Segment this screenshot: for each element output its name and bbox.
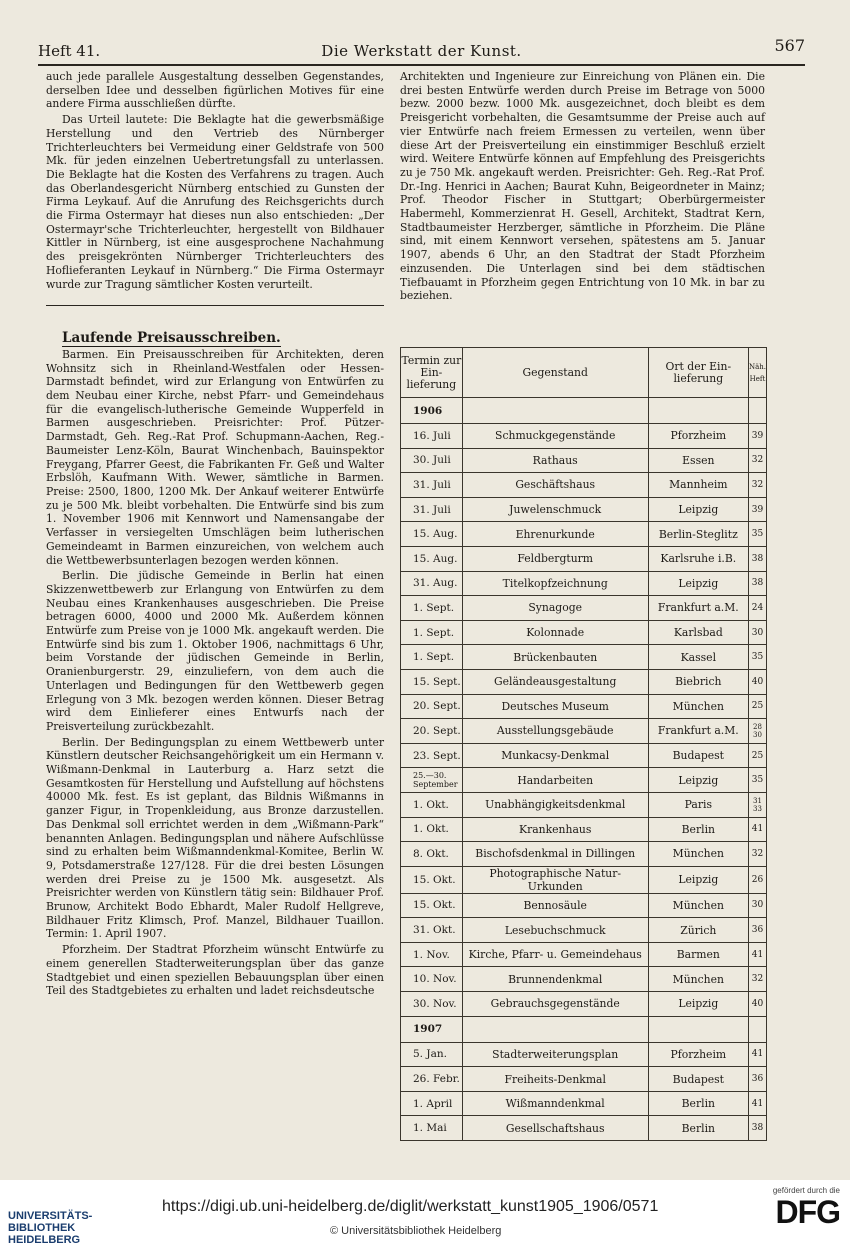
header-termin: Termin zur Ein-lieferung <box>401 348 463 398</box>
heft-cell: 41 <box>748 942 766 967</box>
gegenstand-cell: Feldbergturm <box>462 546 648 571</box>
heft-cell: 35 <box>748 522 766 547</box>
table-row <box>401 719 767 744</box>
year-row <box>401 398 767 424</box>
termin-cell: 31. Juli <box>401 497 463 522</box>
ort-cell: Leipzig <box>648 571 748 596</box>
heft-cell: 25 <box>748 694 766 719</box>
empty-cell <box>648 398 748 424</box>
heft-cell: 38 <box>748 1116 766 1141</box>
termin-cell: 1. Sept. <box>401 596 463 621</box>
heft-cell: 35 <box>748 768 766 793</box>
gegenstand-cell: Geländeausgestaltung <box>462 669 648 694</box>
heft-cell: 40 <box>748 992 766 1017</box>
gegenstand-cell: Unabhängigkeitsdenkmal <box>462 792 648 817</box>
heft-cell: 26 <box>748 866 766 893</box>
termin-cell: 15. Okt. <box>401 893 463 918</box>
year-label: 1906 <box>401 398 463 424</box>
ort-cell: München <box>648 842 748 867</box>
header-gegenstand: Gegenstand <box>462 348 648 398</box>
table-row <box>401 546 767 571</box>
header-rule <box>38 64 805 66</box>
table-row <box>401 571 767 596</box>
termin-cell: 1. Nov. <box>401 942 463 967</box>
ort-cell: Kassel <box>648 645 748 670</box>
funded-by: gefördert durch die <box>772 1186 840 1195</box>
heft-cell: 32 <box>748 842 766 867</box>
paragraph: Das Urteil lautete: Die Beklagte hat die gewerbsmäßige Herstellung und den Vertrieb des Nürnberger Trichterleuchters bei Vermeidung einer Geldstrafe von 500 Mk. für jeden einzelnen Uebertretungsfall zu unterlassen. Die Beklagte hat die Kosten des Verfahrens zu tragen. Auch das Oberlandesgericht Nürnberg entschied zu Gunsten der Firma Leykauf. Auf die Anrufung des Reichsgerichts durch die Firma Ostermayr hat dieses nun also entschieden: „Der Ostermayr'sche Trichterleuchter, hergestellt von Bildhauer Kittler in Nürnberg, ist eine ausgesprochene Nachahmung des preisgekrönten Nürnberger Trichterleuchters des Hoflieferanten Leykauf in Nürnberg.“ Die Firma Ostermayr wurde zur Tragung sämtlicher Kosten verurteilt. <box>46 113 384 291</box>
ort-cell: Zürich <box>648 918 748 943</box>
heft-cell: 32 <box>748 967 766 992</box>
gegenstand-cell: Handarbeiten <box>462 768 648 793</box>
gegenstand-cell: Brückenbauten <box>462 645 648 670</box>
gegenstand-cell: Brunnendenkmal <box>462 967 648 992</box>
table-row <box>401 620 767 645</box>
footer-bar <box>0 1180 850 1250</box>
gegenstand-cell: Juwelenschmuck <box>462 497 648 522</box>
table-row <box>401 842 767 867</box>
gegenstand-cell: Schmuckgegenstände <box>462 424 648 449</box>
heft-cell: 30 <box>748 893 766 918</box>
empty-cell <box>748 1016 766 1042</box>
termin-cell: 15. Aug. <box>401 546 463 571</box>
table-row <box>401 942 767 967</box>
table-row <box>401 893 767 918</box>
heft-cell: 38 <box>748 546 766 571</box>
heft-cell: 28 30 <box>748 719 766 744</box>
ort-cell: Frankfurt a.M. <box>648 719 748 744</box>
source-url[interactable]: https://digi.ub.uni-heidelberg.de/diglit/werkstatt_kunst1905_1906/0571 <box>162 1198 659 1215</box>
termin-cell: 30. Nov. <box>401 992 463 1017</box>
termin-cell: 8. Okt. <box>401 842 463 867</box>
dfg-wordmark: DFG <box>775 1194 840 1230</box>
ort-cell: Karlsruhe i.B. <box>648 546 748 571</box>
gegenstand-cell: Munkacsy-Denkmal <box>462 743 648 768</box>
paragraph: Architekten und Ingenieure zur Einreichung von Plänen ein. Die drei besten Entwürfe werden durch Preise im Betrage von 5000 bezw. 2000 bezw. 1000 Mk. ausgezeichnet, doch bleibt es dem Preisgericht vorbehalten, die Gesamtsumme der Preise auch auf vier Entwürfe nach freiem Ermessen zu verteilen, wenn über diese Art der Preisverteilung ein einstimmiger Beschluß erzielt wird. Weitere Entwürfe können auf Empfehlung des Preisgerichts zu je 750 Mk. angekauft werden. Preisrichter: Geh. Reg.-Rat Prof. Dr.-Ing. Henrici in Aachen; Baurat Kuhn, Beigeordneter in Mainz; Prof. Theodor Fischer in Stuttgart; Oberbürgermeister Habermehl, Kommerzienrat H. Gesell, Architekt, Stadtrat Kern, Stadtbaumeister Herzberger, sämtliche in Pforzheim. Die Pläne sind, mit einem Kennwort versehen, spätestens am 5. Januar 1907, abends 6 Uhr, an den Stadtrat der Stadt Pforzheim einzusenden. Die Unterlagen sind bei dem städtischen Tiefbauamt in Pforzheim gegen Entrichtung von 10 Mk. in bar zu beziehen. <box>400 70 765 303</box>
gegenstand-cell: Bischofsdenkmal in Dillingen <box>462 842 648 867</box>
gegenstand-cell: Ausstellungsgebäude <box>462 719 648 744</box>
table-row <box>401 817 767 842</box>
termin-cell: 31. Aug. <box>401 571 463 596</box>
right-column-text <box>400 70 765 305</box>
heft-cell: 39 <box>748 424 766 449</box>
ort-cell: Paris <box>648 792 748 817</box>
table-row <box>401 918 767 943</box>
ort-cell: Berlin <box>648 1116 748 1141</box>
heft-cell: 41 <box>748 1042 766 1067</box>
dfg-logo <box>750 1186 840 1229</box>
table-row <box>401 424 767 449</box>
table-row <box>401 792 767 817</box>
table-row <box>401 669 767 694</box>
ort-cell: Essen <box>648 448 748 473</box>
heft-cell: 41 <box>748 1091 766 1116</box>
termin-cell: 15. Sept. <box>401 669 463 694</box>
empty-cell <box>462 1016 648 1042</box>
termin-cell: 26. Febr. <box>401 1067 463 1092</box>
ort-cell: Leipzig <box>648 768 748 793</box>
gegenstand-cell: Stadterweiterungsplan <box>462 1042 648 1067</box>
termin-cell: 25.—30. September <box>401 768 463 793</box>
section-title-text: Laufende Preisausschreiben. <box>62 330 281 347</box>
table-row <box>401 866 767 893</box>
table-row <box>401 967 767 992</box>
paragraph: auch jede parallele Ausgestaltung desselben Gegenstandes, derselben Idee und desselben figürlichen Motives für eine andere Firma ausschließen dürfte. <box>46 70 384 111</box>
termin-cell: 1. Sept. <box>401 645 463 670</box>
ort-cell: Leipzig <box>648 497 748 522</box>
gegenstand-cell: Titelkopfzeichnung <box>462 571 648 596</box>
table-row <box>401 743 767 768</box>
ort-cell: Pforzheim <box>648 424 748 449</box>
year-label: 1907 <box>401 1016 463 1042</box>
copyright: © Universitätsbibliothek Heidelberg <box>330 1225 502 1237</box>
heft-cell: 40 <box>748 669 766 694</box>
termin-cell: 1. Okt. <box>401 792 463 817</box>
running-header <box>38 36 805 64</box>
termin-cell: 10. Nov. <box>401 967 463 992</box>
year-row <box>401 1016 767 1042</box>
termin-cell: 16. Juli <box>401 424 463 449</box>
termin-cell: 20. Sept. <box>401 694 463 719</box>
gegenstand-cell: Deutsches Museum <box>462 694 648 719</box>
gegenstand-cell: Rathaus <box>462 448 648 473</box>
heft-cell: 36 <box>748 1067 766 1092</box>
table-row <box>401 1091 767 1116</box>
gegenstand-cell: Bennosäule <box>462 893 648 918</box>
paragraph: Pforzheim. Der Stadtrat Pforzheim wünscht Entwürfe zu einem generellen Stadterweiterungsplan über das ganze Stadtgebiet und einen speziellen Bebauungsplan über einen Teil des Stadtgebietes zu erhalten und ladet reichsdeutsche <box>46 943 384 998</box>
gegenstand-cell: Krankenhaus <box>462 817 648 842</box>
termin-cell: 31. Juli <box>401 473 463 498</box>
ort-cell: München <box>648 694 748 719</box>
journal-title: Die Werkstatt der Kunst. <box>321 42 522 60</box>
termin-cell: 20. Sept. <box>401 719 463 744</box>
heft-cell: 32 <box>748 448 766 473</box>
issue-number: Heft 41. <box>38 42 101 60</box>
table-row <box>401 768 767 793</box>
heft-cell: 24 <box>748 596 766 621</box>
heft-cell: 39 <box>748 497 766 522</box>
ort-cell: Leipzig <box>648 866 748 893</box>
table-row <box>401 1042 767 1067</box>
table-row <box>401 1067 767 1092</box>
empty-cell <box>462 398 648 424</box>
heft-cell: 25 <box>748 743 766 768</box>
table-row <box>401 596 767 621</box>
gegenstand-cell: Synagoge <box>462 596 648 621</box>
gegenstand-cell: Gesellschaftshaus <box>462 1116 648 1141</box>
table-row <box>401 1116 767 1141</box>
termin-cell: 15. Okt. <box>401 866 463 893</box>
competition-table <box>400 347 767 1135</box>
paragraph: Barmen. Ein Preisausschreiben für Architekten, deren Wohnsitz sich in Rheinland-Westfalen oder Hessen-Darmstadt befindet, wird zur Erlangung von Entwürfen zu dem Neubau einer Kirche, nebst Pfarr- und Gemeindehaus für die evangelisch-lutherische Gemeinde Wupperfeld in Barmen ausgeschrieben. Preisrichter: Prof. Pützer-Darmstadt, Geh. Reg.-Rat Prof. Schupmann-Aachen, Reg.-Baumeister Lenz-Köln, Baurat Winchenbach, Bauinspektor Freygang, Pfarrer Geest, die Fabrikanten Fr. Geß und Walter Erbslöh, Kaufmann With. Wewer, sämtliche in Barmen. Preise: 2500, 1800, 1200 Mk. Der Ankauf weiterer Entwürfe zu je 500 Mk. bleibt vorbehalten. Die Entwürfe sind bis zum 1. November 1906 mit Kennwort und Namensangabe der Verfasser in versiegelten Umschlägen beim lutherischen Gemeindeamt in Barmen einzureichen, von welchem auch die Wettbewerbsunterlagen bezogen werden können. <box>46 347 384 567</box>
table-row <box>401 473 767 498</box>
library-logo: UNIVERSITÄTS- BIBLIOTHEK HEIDELBERG <box>8 1210 93 1246</box>
termin-cell: 5. Jan. <box>401 1042 463 1067</box>
table-row <box>401 645 767 670</box>
ort-cell: Biebrich <box>648 669 748 694</box>
gegenstand-cell: Geschäftshaus <box>462 473 648 498</box>
heft-cell: 30 <box>748 620 766 645</box>
heft-cell: 32 <box>748 473 766 498</box>
heft-cell: 35 <box>748 645 766 670</box>
heft-cell: 41 <box>748 817 766 842</box>
termin-cell: 23. Sept. <box>401 743 463 768</box>
gegenstand-cell: Ehrenurkunde <box>462 522 648 547</box>
ort-cell: Frankfurt a.M. <box>648 596 748 621</box>
gegenstand-cell: Lesebuchschmuck <box>462 918 648 943</box>
header-nr: Näh. Heft <box>748 348 766 398</box>
termin-cell: 1. Mai <box>401 1116 463 1141</box>
gegenstand-cell: Kirche, Pfarr- u. Gemeindehaus <box>462 942 648 967</box>
table-row <box>401 992 767 1017</box>
table-row <box>401 522 767 547</box>
termin-cell: 30. Juli <box>401 448 463 473</box>
table-header-row <box>401 348 767 398</box>
termin-cell: 1. April <box>401 1091 463 1116</box>
heft-cell: 31 33 <box>748 792 766 817</box>
ort-cell: Karlsbad <box>648 620 748 645</box>
table-row <box>401 694 767 719</box>
empty-cell <box>748 398 766 424</box>
paragraph: Berlin. Der Bedingungsplan zu einem Wettbewerb unter Künstlern deutscher Reichsangehörigkeit um ein Hermann v. Wißmann-Denkmal in Lauterburg a. Harz setzt die Gesamtkosten für Herstellung und Aufstellung auf höchstens 40000 Mk. fest. Es ist geplant, das Bildnis Wißmanns in ganzer Figur, in Tropenkleidung, aus Bronze darzustellen. Das Denkmal soll errichtet werden in dem „Wißmann-Park“ benannten Anlagen. Bedingungsplan und nähere Aufschlüsse sind zu erhalten beim Wißmanndenkmal-Komitee, Berlin W. 9, Potsdamerstraße 127/128. Für die drei besten Lösungen werden drei Preise zu je 1500 Mk. ausgesetzt. Als Preisrichter werden von Künstlern tätig sein: Bildhauer Prof. Brunow, Architekt Bodo Ebhardt, Maler Rudolf Hellgreve, Bildhauer Fritz Klimsch, Prof. Manzel, Bildhauer Tuaillon. Termin: 1. April 1907. <box>46 735 384 941</box>
heft-cell: 38 <box>748 571 766 596</box>
gegenstand-cell: Photographische Natur-Urkunden <box>462 866 648 893</box>
termin-cell: 1. Sept. <box>401 620 463 645</box>
ort-cell: Pforzheim <box>648 1042 748 1067</box>
gegenstand-cell: Kolonnade <box>462 620 648 645</box>
ort-cell: München <box>648 967 748 992</box>
ort-cell: Berlin-Steglitz <box>648 522 748 547</box>
table-row <box>401 497 767 522</box>
termin-cell: 15. Aug. <box>401 522 463 547</box>
gegenstand-cell: Gebrauchsgegenstände <box>462 992 648 1017</box>
ort-cell: Barmen <box>648 942 748 967</box>
ort-cell: Leipzig <box>648 992 748 1017</box>
section-divider <box>46 305 384 306</box>
ort-cell: Berlin <box>648 817 748 842</box>
left-column <box>46 70 384 1000</box>
ort-cell: München <box>648 893 748 918</box>
empty-cell <box>648 1016 748 1042</box>
heft-cell: 36 <box>748 918 766 943</box>
ort-cell: Berlin <box>648 1091 748 1116</box>
header-ort: Ort der Ein-lieferung <box>648 348 748 398</box>
termin-cell: 31. Okt. <box>401 918 463 943</box>
table-row <box>401 448 767 473</box>
ort-cell: Mannheim <box>648 473 748 498</box>
gegenstand-cell: Wißmanndenkmal <box>462 1091 648 1116</box>
ort-cell: Budapest <box>648 1067 748 1092</box>
gegenstand-cell: Freiheits-Denkmal <box>462 1067 648 1092</box>
paragraph: Berlin. Die jüdische Gemeinde in Berlin hat einen Skizzenwettbewerb zur Erlangung von Entwürfen zu dem Neubau eines Krankenhauses ausgeschrieben. Die Preise betragen 6000, 4000 und 2000 Mk. Außerdem können Entwürfe zum Preise von je 1000 Mk. angekauft werden. Die Entwürfe sind bis zum 1. Oktober 1906, nachmittags 6 Uhr, beim Vorstande der jüdischen Gemeinde in Berlin, Oranienburgerstr. 29, einzuliefern, von dem auch die Unterlagen und Bedingungen für den Wettbewerb gegen Erlegung von 3 Mk. bezogen werden können. Dieser Betrag wird dem Einlieferer eines Entwurfs nach der Preisverteilung zurückbezahlt. <box>46 569 384 733</box>
termin-cell: 1. Okt. <box>401 817 463 842</box>
page-number: 567 <box>774 36 805 55</box>
ort-cell: Budapest <box>648 743 748 768</box>
section-title <box>46 332 384 346</box>
